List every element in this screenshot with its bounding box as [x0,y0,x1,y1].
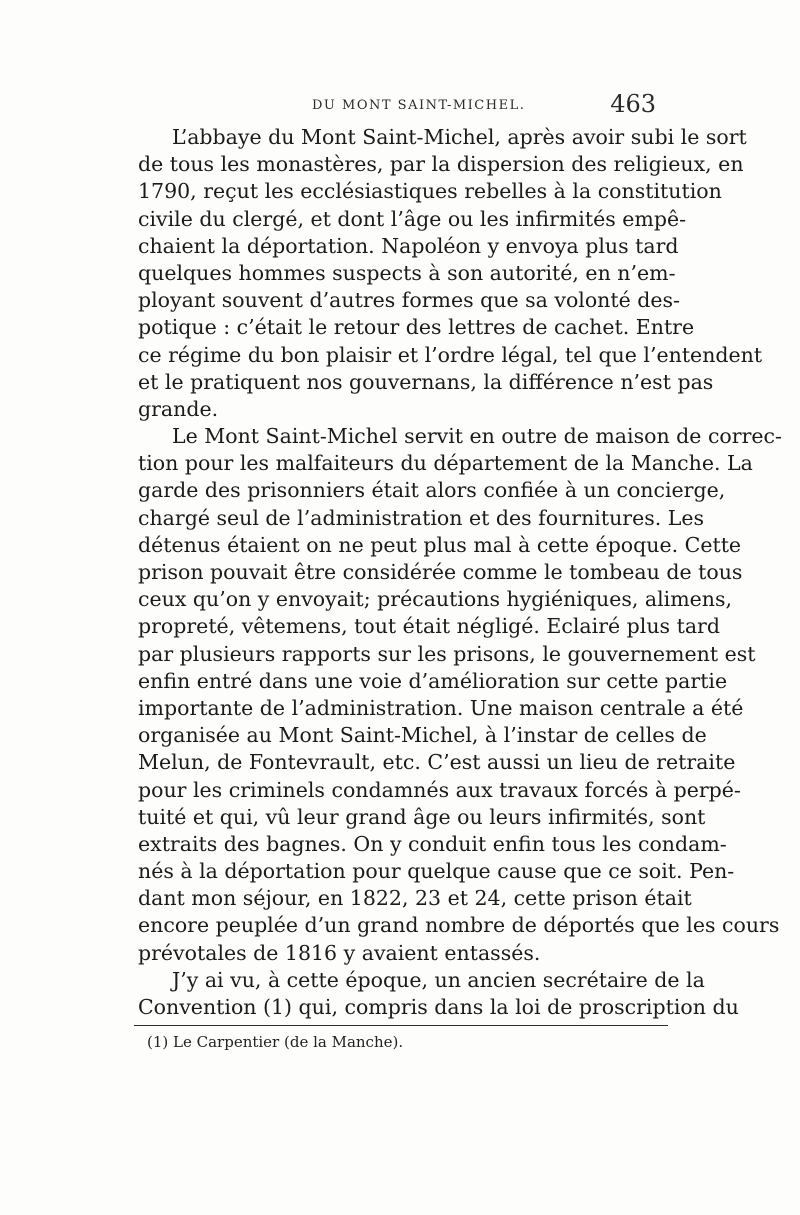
text-line: détenus étaient on ne peut plus mal à cette époque. Cette [138,532,742,557]
text-line: Le Mont Saint-Michel servit en outre de maison de correc- [172,424,782,449]
text-line: encore peuplée d’un grand nombre de déportés que les cours [138,913,780,938]
text-line: civile du clergé, et dont l’âge ou les infirmités empê- [138,206,687,231]
text-line: ployant souvent d’autres formes que sa volonté des- [138,288,680,313]
text-line: grande. [138,396,219,421]
footnote-divider [134,1025,668,1026]
text-line: importante de l’administration. Une maison centrale a été [138,695,744,720]
page-number: 463 [610,90,656,118]
text-line: Convention (1) qui, compris dans la loi de proscription du [138,995,739,1019]
text-line: enfin entré dans une voie d’amélioration sur cette partie [138,668,728,693]
text-line: nés à la déportation pour quelque cause que ce soit. Pen- [138,859,735,884]
text-line: prévotales de 1816 y avaient entassés. [138,940,541,965]
text-line: pour les criminels condamnés aux travaux forcés à perpé- [138,777,741,802]
text-line: chargé seul de l’administration et des fournitures. Les [138,505,705,530]
text-line: organisée au Mont Saint-Michel, à l’instar de celles de [138,723,707,748]
text-line: dant mon séjour, en 1822, 23 et 24, cette prison était [138,886,692,911]
text-line: potique : c’était le retour des lettres de cachet. Entre [138,315,695,340]
text-line: extraits des bagnes. On y conduit enfin tous les condam- [138,831,727,856]
body-text [138,124,782,1021]
text-line: chaient la déportation. Napoléon y envoya plus tard [138,233,679,258]
text-line: J’y ai vu, à cette époque, un ancien secrétaire de la [172,967,705,992]
page-header [140,90,660,124]
text-line: 1790, reçut les ecclésiastiques rebelles à la constitution [138,179,722,204]
text-line: L’abbaye du Mont Saint-Michel, après avoir subi le sort [172,125,747,149]
text-line: propreté, vêtemens, tout était négligé. Eclairé plus tard [138,614,720,639]
text-line: ce régime du bon plaisir et l’ordre légal, tel que l’entendent [138,342,763,367]
running-title: DU MONT SAINT-MICHEL. [312,98,526,113]
text-line: par plusieurs rapports sur les prisons, le gouvernement est [138,641,756,666]
footnote: (1) Le Carpentier (de la Manche). [147,1033,404,1051]
text-line: tion pour les malfaiteurs du département de la Manche. La [138,451,753,476]
text-line: et le pratiquent nos gouvernans, la différence n’est pas [138,369,714,394]
text-line: prison pouvait être considérée comme le tombeau de tous [138,560,743,584]
text-line: ceux qu’on y envoyait; précautions hygiéniques, alimens, [138,587,733,612]
text-line: de tous les monastères, par la dispersion des religieux, en [138,152,744,177]
text-line: tuité et qui, vû leur grand âge ou leurs infirmités, sont [138,804,706,829]
text-line: Melun, de Fontevrault, etc. C’est aussi un lieu de retraite [138,750,736,775]
text-line: garde des prisonniers était alors confiée à un concierge, [138,478,726,503]
text-line: quelques hommes suspects à son autorité, en n’em- [138,260,676,285]
